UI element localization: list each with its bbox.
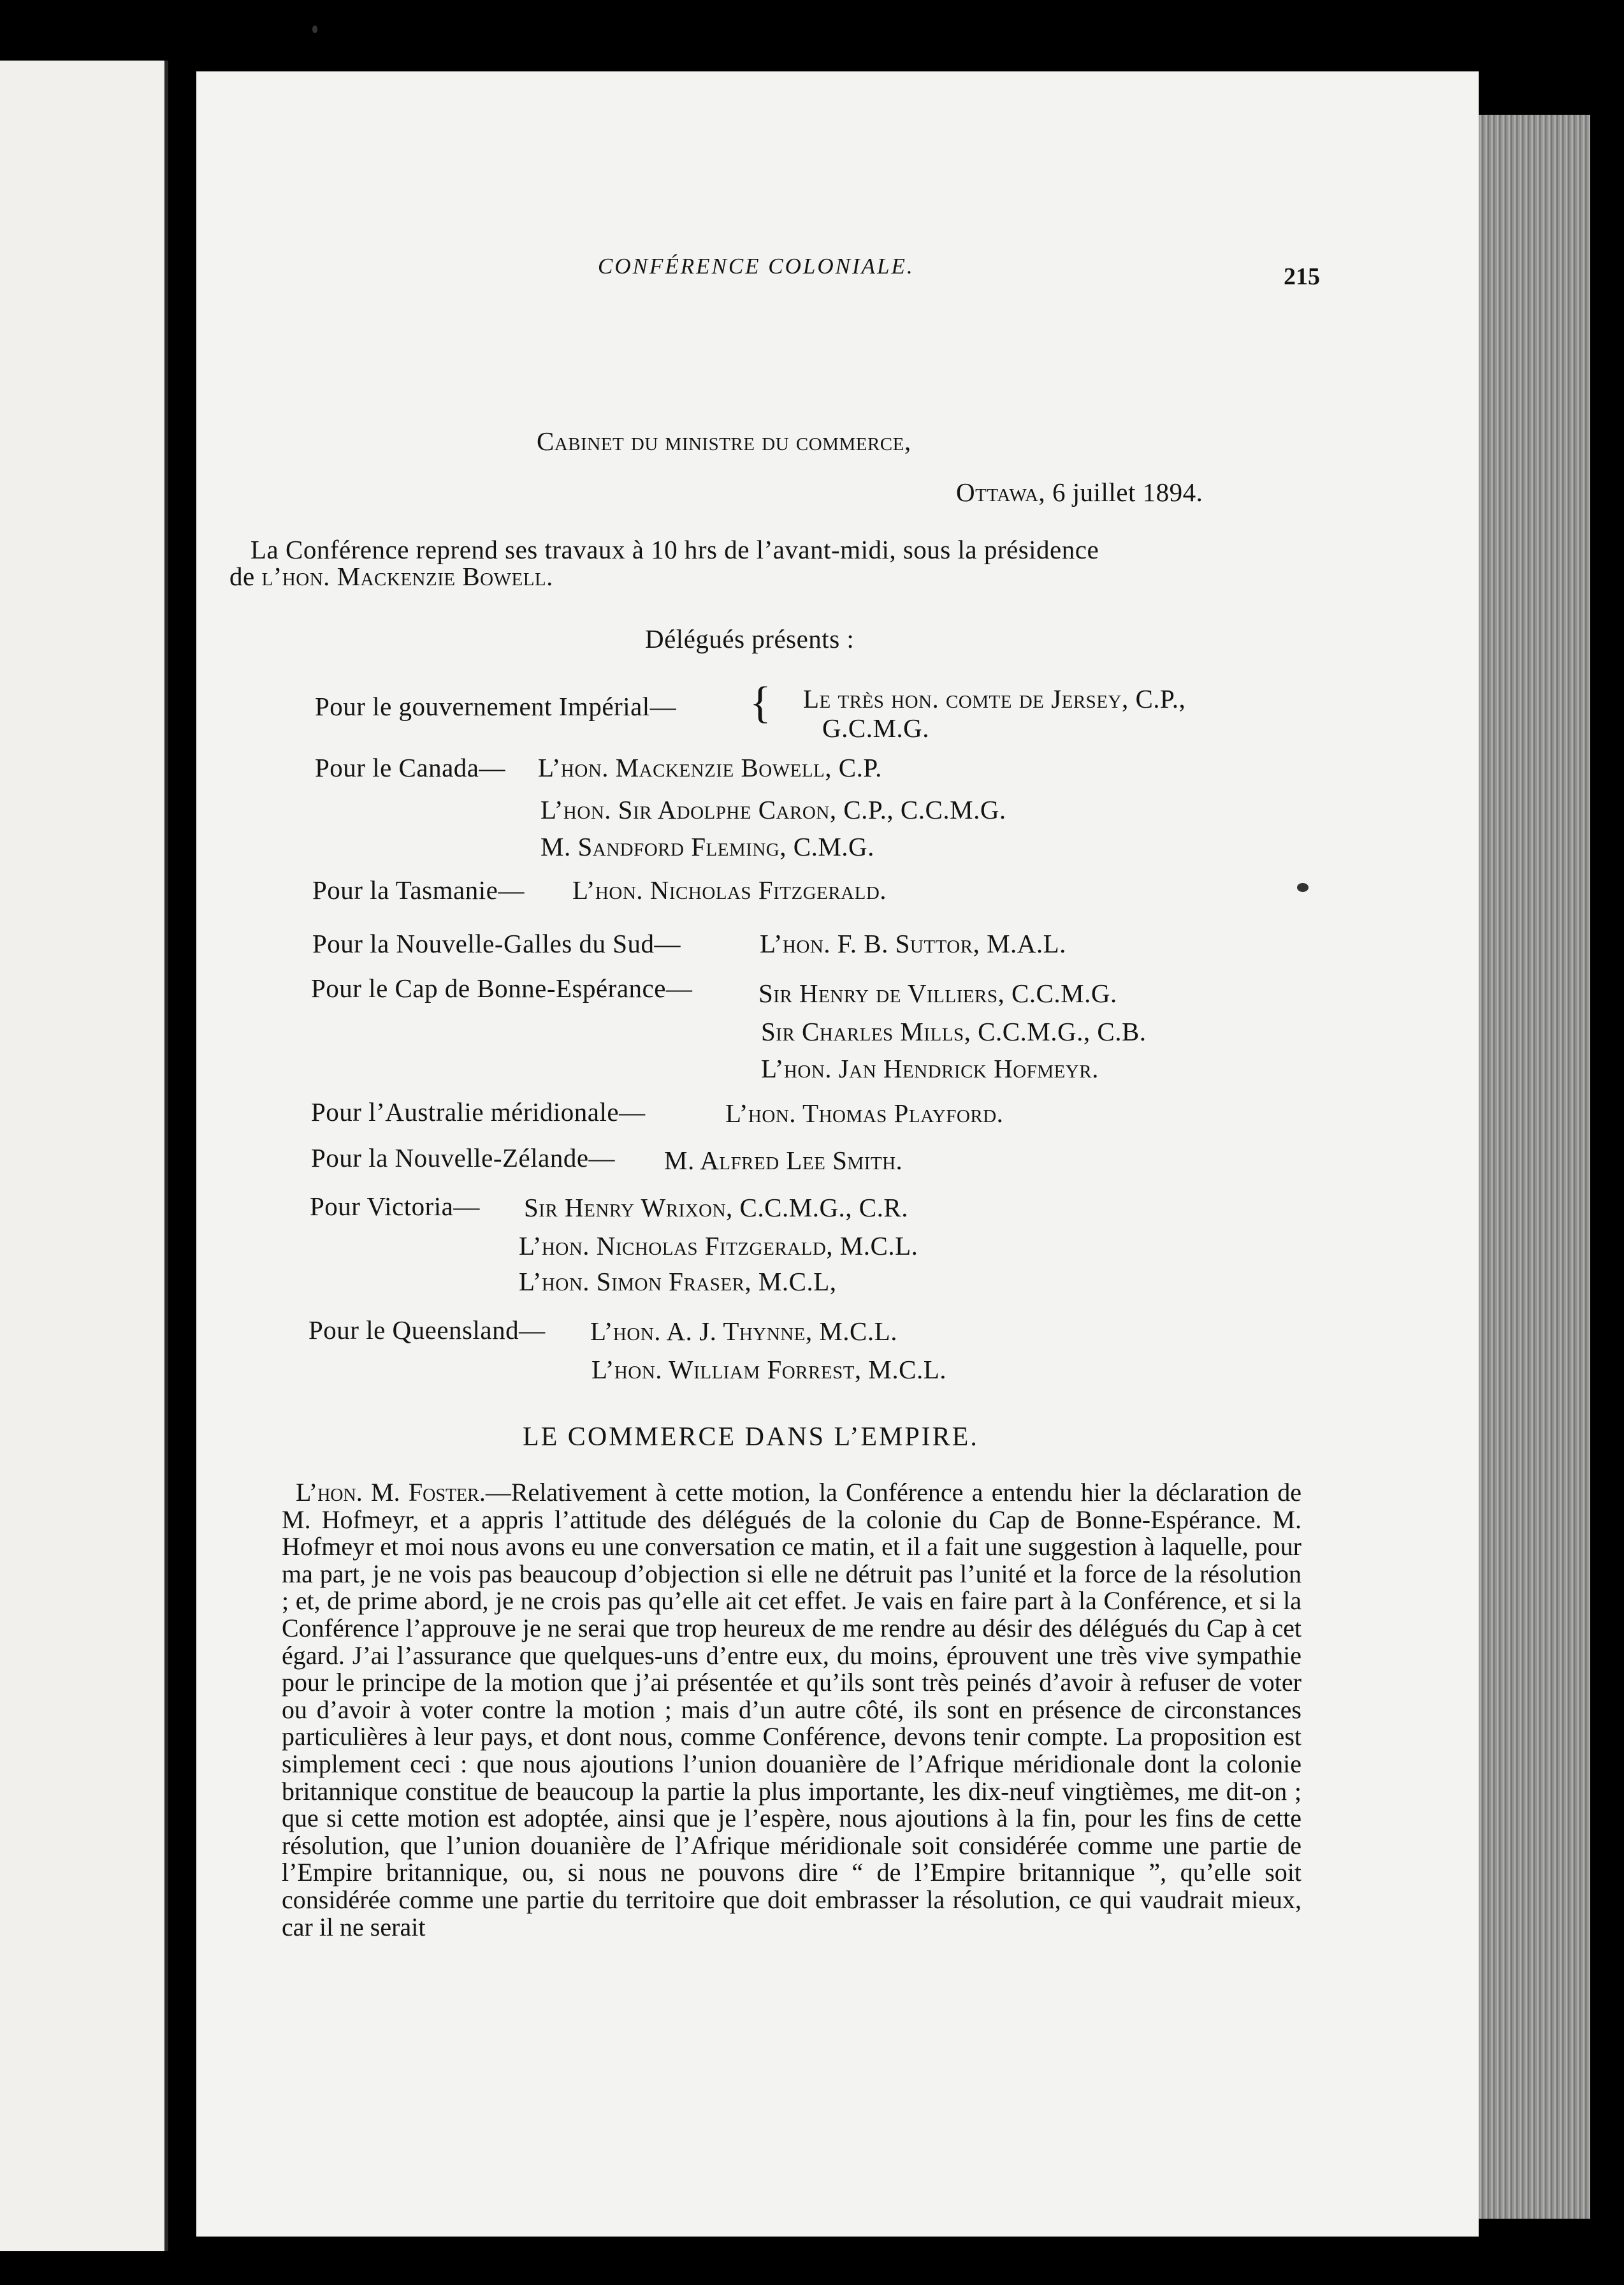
ink-speck bbox=[1297, 883, 1309, 892]
speaker-name: L’hon. M. Foster. bbox=[296, 1478, 486, 1507]
delegate-member: L’hon. Thomas Playford. bbox=[725, 1099, 1004, 1128]
ink-speck bbox=[312, 26, 317, 33]
dateline-date: 6 juillet 1894. bbox=[1045, 478, 1203, 507]
delegation-label-tasmanie: Pour la Tasmanie— bbox=[312, 875, 525, 905]
delegation-label-canada: Pour le Canada— bbox=[315, 753, 505, 782]
running-title: CONFÉRENCE COLONIALE. bbox=[598, 254, 915, 279]
delegation-label-nz: Pour la Nouvelle-Zélande— bbox=[311, 1143, 616, 1172]
dateline-city: Ottawa, bbox=[956, 478, 1046, 507]
delegation-label-cap: Pour le Cap de Bonne-Espérance— bbox=[311, 974, 693, 1003]
page-number: 215 bbox=[1284, 263, 1320, 290]
facing-page-edge bbox=[0, 61, 168, 2251]
dateline-place: Cabinet du ministre du commerce, bbox=[537, 427, 911, 456]
delegation-label-nsw: Pour la Nouvelle-Galles du Sud— bbox=[312, 929, 681, 958]
delegate-member: L’hon. William Forrest, M.C.L. bbox=[591, 1355, 947, 1384]
delegate-member: Sir Henry Wrixon, C.C.M.G., C.R. bbox=[524, 1193, 908, 1222]
intro-line-2 bbox=[229, 561, 553, 592]
delegation-label-australie: Pour l’Australie méridionale— bbox=[311, 1097, 646, 1127]
curly-brace: { bbox=[750, 678, 771, 727]
delegation-label-queensland: Pour le Queensland— bbox=[308, 1315, 546, 1345]
delegate-member: L’hon. Nicholas Fitzgerald, M.C.L. bbox=[519, 1231, 918, 1260]
delegate-member: Sir Henry de Villiers, C.C.M.G. bbox=[758, 979, 1117, 1008]
delegate-member: L’hon. Sir Adolphe Caron, C.P., C.C.M.G. bbox=[540, 795, 1006, 824]
delegate-member: L’hon. Nicholas Fitzgerald. bbox=[572, 875, 887, 905]
delegate-member: M. Sandford Fleming, C.M.G. bbox=[540, 832, 874, 861]
page-stack-edge bbox=[1479, 115, 1590, 2219]
delegate-member: L’hon. Mackenzie Bowell, C.P. bbox=[538, 753, 882, 782]
delegate-member: G.C.M.G. bbox=[822, 713, 930, 743]
delegate-member: L’hon. Jan Hendrick Hofmeyr. bbox=[761, 1054, 1099, 1083]
section-title: LE COMMERCE DANS L’EMPIRE. bbox=[523, 1422, 979, 1452]
delegate-member: L’hon. F. B. Suttor, M.A.L. bbox=[760, 929, 1066, 958]
intro-line-1: La Conférence reprend ses travaux à 10 hrs de l’avant-midi, sous la présidence bbox=[250, 535, 1099, 564]
delegate-member: Le très hon. comte de Jersey, C.P., bbox=[803, 684, 1186, 713]
body-paragraph bbox=[282, 1479, 1301, 1941]
delegate-member: M. Alfred Lee Smith. bbox=[664, 1146, 903, 1175]
delegation-label-imperial: Pour le gouvernement Impérial— bbox=[315, 692, 677, 721]
intro-prefix: de bbox=[229, 562, 262, 591]
dateline-date-line bbox=[956, 477, 1203, 507]
president-name: l’hon. Mackenzie Bowell. bbox=[261, 562, 553, 591]
speech-text: —Relativement à cette motion, la Conférence a entendu hier la déclaration de M. Hofmeyr, et a appris l’attitude des délégués de la colonie du Cap de Bonne-Espérance. M. Hofmeyr et moi nous avons eu une conversation ce matin, et il a fait une suggestion à laquelle, pour ma part, je ne vois pas beaucoup d’objection si elle ne détruit pas l’unité et la force de la résolution ; et, de prime abord, je ne crois pas qu’elle ait cet effet. Je vais en faire part à la Conférence, et si la Conférence l’approuve je ne serai que trop heureux de me rendre au désir des délégués du Cap à cet égard. J’ai l’assurance que quelques-uns d’entre eux, du moins, éprouvent une très vive sympathie pour le principe de la motion que j’ai présentée et qu’ils sont très peinés d’avoir à refuser de voter ou d’avoir à voter contre la motion ; mais d’un autre côté, ils sont en présence de circonstances particulières à leur pays, et dont nous, comme Conférence, devons tenir compte. La proposition est simplement ceci : que nous ajoutions l’union douanière de l’Afrique méridionale dont la colonie britannique constitue de beaucoup la partie la plus importante, les dix-neuf vingtièmes, me dit-on ; que si cette motion est adoptée, ainsi que je l’espère, nous ajoutions à la fin, pour les fins de cette résolution, que l’union douanière de l’Afrique méridionale soit considérée comme une partie de l’Empire britannique, ou, si nous ne pouvons dire “ de l’Empire britannique ”, qu’elle soit considérée comme une partie du territoire que doit embrasser la résolution, ce qui vaudrait mieux, car il ne serait bbox=[282, 1478, 1301, 1941]
delegation-label-victoria: Pour Victoria— bbox=[310, 1192, 480, 1221]
delegate-member: L’hon. Simon Fraser, M.C.L, bbox=[519, 1267, 837, 1296]
delegates-heading: Délégués présents : bbox=[645, 624, 855, 653]
delegate-member: L’hon. A. J. Thynne, M.C.L. bbox=[590, 1317, 897, 1346]
delegate-member: Sir Charles Mills, C.C.M.G., C.B. bbox=[761, 1017, 1147, 1046]
